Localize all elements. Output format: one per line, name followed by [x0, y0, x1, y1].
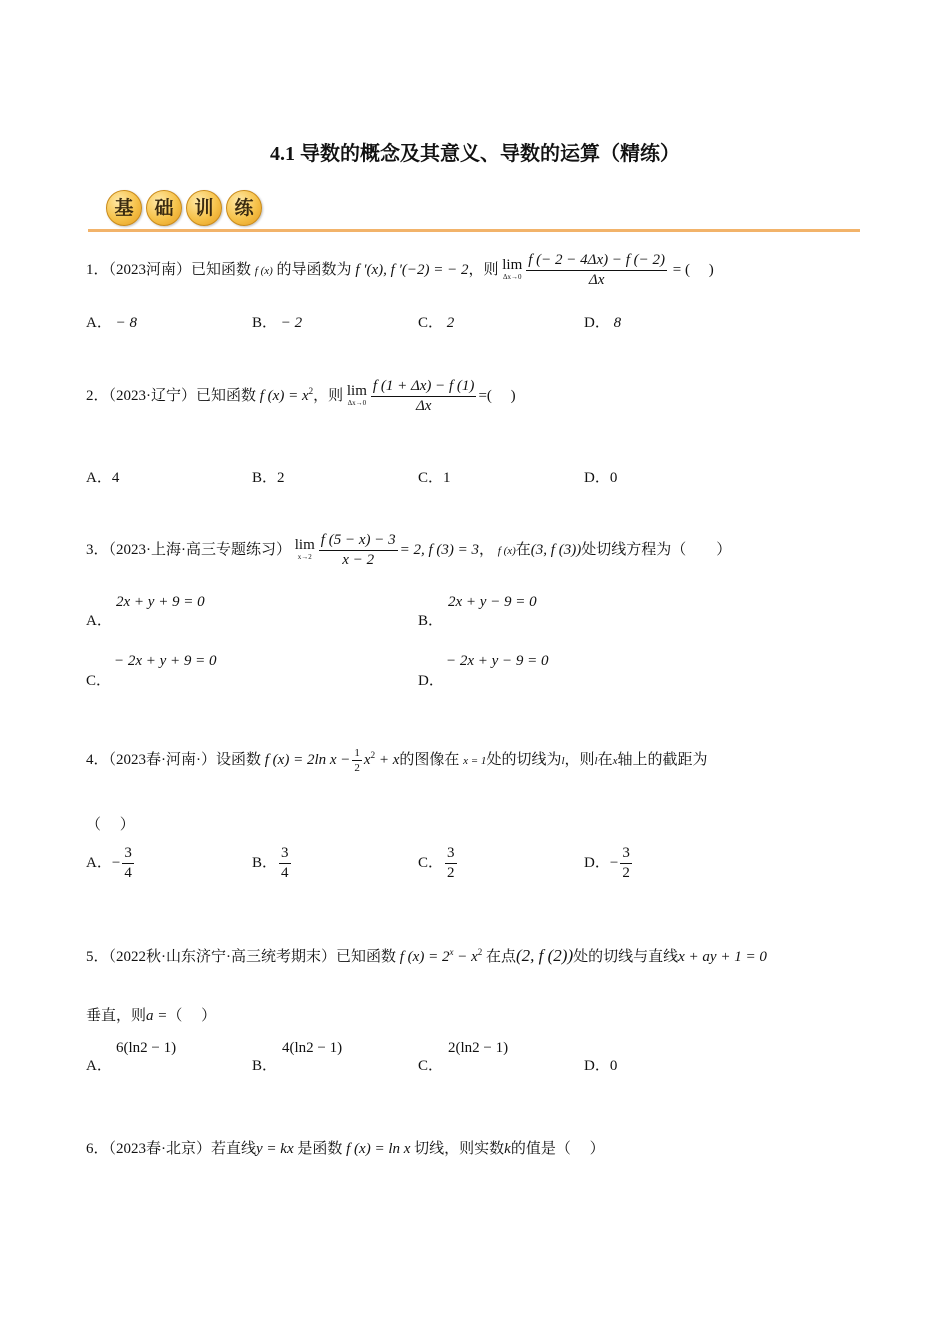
question-text: （2023河南）已知函数: [108, 261, 252, 278]
fraction-denominator: 4: [281, 865, 289, 881]
fraction: [279, 845, 291, 882]
exponent: x: [449, 947, 454, 957]
fraction: [122, 845, 134, 882]
option-label: D．: [584, 854, 610, 871]
math-expression: k: [504, 1141, 511, 1157]
option-c: [418, 845, 459, 882]
option-c: [418, 466, 451, 487]
option-label: C．: [86, 673, 112, 689]
question-5-stem: [86, 945, 767, 966]
option-value: 2: [446, 315, 455, 331]
question-text: 轴上的截距为: [617, 751, 708, 768]
math-expression: = 2, f (3) = 3: [399, 541, 479, 558]
option-value: 4: [111, 470, 120, 486]
option-label: A．: [86, 1058, 112, 1074]
question-text: 的值是（ ）: [510, 1141, 605, 1157]
question-text: 的图像在: [399, 751, 460, 768]
option-a: [86, 1054, 112, 1075]
option-label: D．: [418, 673, 444, 689]
limit-label: lim: [294, 536, 315, 553]
question-4-paren: （ ）: [86, 817, 135, 833]
option-d: [584, 1054, 617, 1075]
option-d-value: − 2x + y − 9 = 0: [446, 653, 549, 669]
option-sign: −: [111, 854, 121, 871]
question-text: ，则: [313, 387, 344, 404]
fraction: [620, 845, 632, 882]
fraction-denominator: 4: [124, 865, 132, 881]
option-b: [252, 311, 302, 332]
fraction-numerator: 3: [620, 845, 632, 864]
option-b: [252, 1054, 277, 1075]
fraction-denominator: Δx: [588, 272, 605, 288]
fraction-numerator: f (− 2 − 4Δx) − f (− 2): [526, 252, 667, 271]
math-expression: f (x): [497, 544, 516, 557]
question-text: （2023春·河南·）设函数: [108, 751, 262, 768]
fraction-numerator: f (5 − x) − 3: [319, 532, 398, 551]
section-divider: [88, 229, 860, 232]
question-1-stem: [86, 252, 714, 289]
question-2-stem: [86, 378, 516, 415]
math-expression: f (x): [254, 264, 273, 277]
option-value: 8: [613, 315, 622, 331]
option-a: [86, 609, 112, 630]
option-b: [252, 845, 293, 882]
option-sign: −: [609, 854, 619, 871]
fraction-denominator: 2: [354, 762, 360, 774]
math-expression: (3, f (3)): [530, 541, 582, 558]
fraction-numerator: f (1 + Δx) − f (1): [371, 378, 477, 397]
fraction-denominator: Δx: [415, 398, 432, 414]
fraction-denominator: 2: [447, 865, 455, 881]
option-a: [86, 845, 136, 882]
question-text: 在: [515, 541, 531, 558]
exponent: 2: [477, 947, 483, 957]
banner-char-4: 练: [226, 190, 262, 226]
option-label: A．: [86, 315, 112, 331]
fraction: [319, 532, 398, 569]
banner-char-3: 训: [186, 190, 222, 226]
question-text: 处的切线为: [486, 751, 562, 768]
option-label: D．: [584, 470, 610, 486]
math-expression: (2, f (2)): [516, 946, 574, 965]
math-expression: x: [612, 754, 618, 767]
question-text: 切线，则实数: [414, 1141, 505, 1157]
option-label: D．: [584, 1058, 610, 1074]
option-c: [86, 669, 111, 690]
option-label: B．: [252, 1058, 278, 1074]
option-value: − 2: [280, 315, 303, 331]
option-label: D．: [584, 315, 610, 331]
option-a: [86, 466, 119, 487]
question-text: = ( ): [672, 261, 714, 278]
math-expression: + x: [378, 751, 400, 768]
limit-label: lim: [502, 256, 523, 273]
question-4-stem: [86, 747, 708, 774]
math-expression: f (x) = ln x: [346, 1141, 411, 1157]
math-expression: f ′(x), f ′(−2) = − 2: [355, 261, 469, 278]
fraction: [371, 378, 477, 415]
question-text: （2023·上海·高三专题练习）: [108, 541, 292, 558]
question-number: 2．: [86, 387, 109, 404]
option-label: C．: [418, 1058, 444, 1074]
question-3-stem: [86, 532, 731, 569]
option-label: A．: [86, 613, 112, 629]
banner-char-1: 基: [106, 190, 142, 226]
option-d: [418, 669, 444, 690]
math-expression: y = kx: [256, 1141, 294, 1157]
fraction: [445, 845, 457, 882]
math-expression: l: [561, 754, 565, 767]
option-label: B．: [252, 470, 278, 486]
option-c-value: 2(ln2 − 1): [448, 1040, 509, 1056]
question-text: 是函数: [297, 1141, 343, 1157]
question-text: （2022秋·山东济宁·高三统考期末）已知函数: [108, 949, 397, 965]
question-text: =( ): [478, 387, 516, 404]
question-text: ，则: [564, 751, 595, 768]
option-label: C．: [418, 315, 444, 331]
math-expression: x + ay + 1 = 0: [678, 949, 767, 965]
fraction-denominator: x − 2: [342, 552, 375, 568]
option-a-value: 6(ln2 − 1): [116, 1040, 177, 1056]
math-expression: f (x) = 2ln x −: [264, 751, 351, 768]
question-text: ，则: [468, 261, 499, 278]
page-title: 4.1 导数的概念及其意义、导数的运算（精练）: [270, 143, 680, 165]
option-d: [584, 311, 621, 332]
question-text: 处的切线与直线: [573, 949, 679, 965]
option-d: [584, 845, 634, 882]
math-expression: [259, 385, 314, 404]
option-d: [584, 466, 617, 487]
math-expression: [400, 949, 482, 965]
option-label: B．: [418, 613, 444, 629]
option-label: B．: [252, 315, 278, 331]
option-c: [418, 311, 454, 332]
option-c: [418, 1054, 443, 1075]
question-text: 在: [597, 751, 613, 768]
option-c-value: − 2x + y + 9 = 0: [114, 653, 217, 669]
limit-operator: [294, 536, 315, 563]
option-value: 0: [609, 1058, 618, 1074]
question-text: （ ）: [167, 1008, 217, 1024]
question-number: 3．: [86, 541, 109, 558]
math-expression: − x: [453, 949, 478, 965]
question-number: 4．: [86, 751, 109, 768]
option-value: 1: [443, 470, 451, 486]
fraction-numerator: 3: [445, 845, 457, 864]
math-expression: l: [594, 754, 598, 767]
option-a: [86, 311, 137, 332]
math-expression: x = 1: [463, 754, 487, 767]
math-expression: x: [363, 751, 371, 768]
option-label: A．: [86, 470, 112, 486]
banner-char-2: 础: [146, 190, 182, 226]
limit-label: lim: [346, 382, 367, 399]
option-label: C．: [418, 470, 444, 486]
fraction-numerator: 3: [279, 845, 291, 864]
option-value: 2: [277, 470, 285, 486]
limit-subscript: Δx→0: [502, 272, 522, 281]
exponent: 2: [370, 749, 376, 760]
limit-operator: [346, 382, 367, 409]
option-b-value: 2x + y − 9 = 0: [448, 594, 537, 610]
limit-operator: [502, 256, 523, 283]
section-banner: [106, 190, 266, 230]
fraction-numerator: 3: [122, 845, 134, 864]
question-number: 6．: [86, 1141, 109, 1157]
fraction-denominator: 2: [622, 865, 630, 881]
math-expression: a =: [146, 1008, 168, 1024]
option-label: A．: [86, 854, 112, 871]
fraction: [352, 747, 362, 774]
question-text: 垂直，则: [86, 1008, 147, 1024]
question-5-stem-line2: [86, 1004, 216, 1025]
question-text: 处切线方程为（ ）: [581, 541, 732, 558]
question-number: 1．: [86, 261, 109, 278]
fraction: [526, 252, 667, 289]
question-text: 在点: [485, 949, 516, 965]
question-6-stem: [86, 1137, 605, 1158]
question-text: 的导函数为: [276, 261, 352, 278]
question-text: （2023·辽宁）已知函数: [108, 387, 257, 404]
question-text: ，: [479, 541, 495, 558]
option-b-value: 4(ln2 − 1): [282, 1040, 343, 1056]
limit-subscript: Δx→0: [347, 398, 367, 407]
option-a-value: 2x + y + 9 = 0: [116, 594, 205, 610]
math-expression: f (x) = x: [259, 387, 309, 404]
limit-subscript: x→2: [297, 552, 312, 561]
option-label: C．: [418, 854, 444, 871]
math-expression: [363, 749, 400, 768]
option-label: B．: [252, 854, 278, 871]
math-expression: f (x) = 2: [399, 949, 450, 965]
option-b: [418, 609, 443, 630]
exponent: 2: [308, 385, 314, 396]
question-text: （2023春·北京）若直线: [108, 1141, 257, 1157]
option-value: 0: [609, 470, 618, 486]
option-value: − 8: [115, 315, 137, 331]
question-number: 5．: [86, 949, 109, 965]
fraction-numerator: 1: [354, 747, 360, 759]
option-b: [252, 466, 285, 487]
